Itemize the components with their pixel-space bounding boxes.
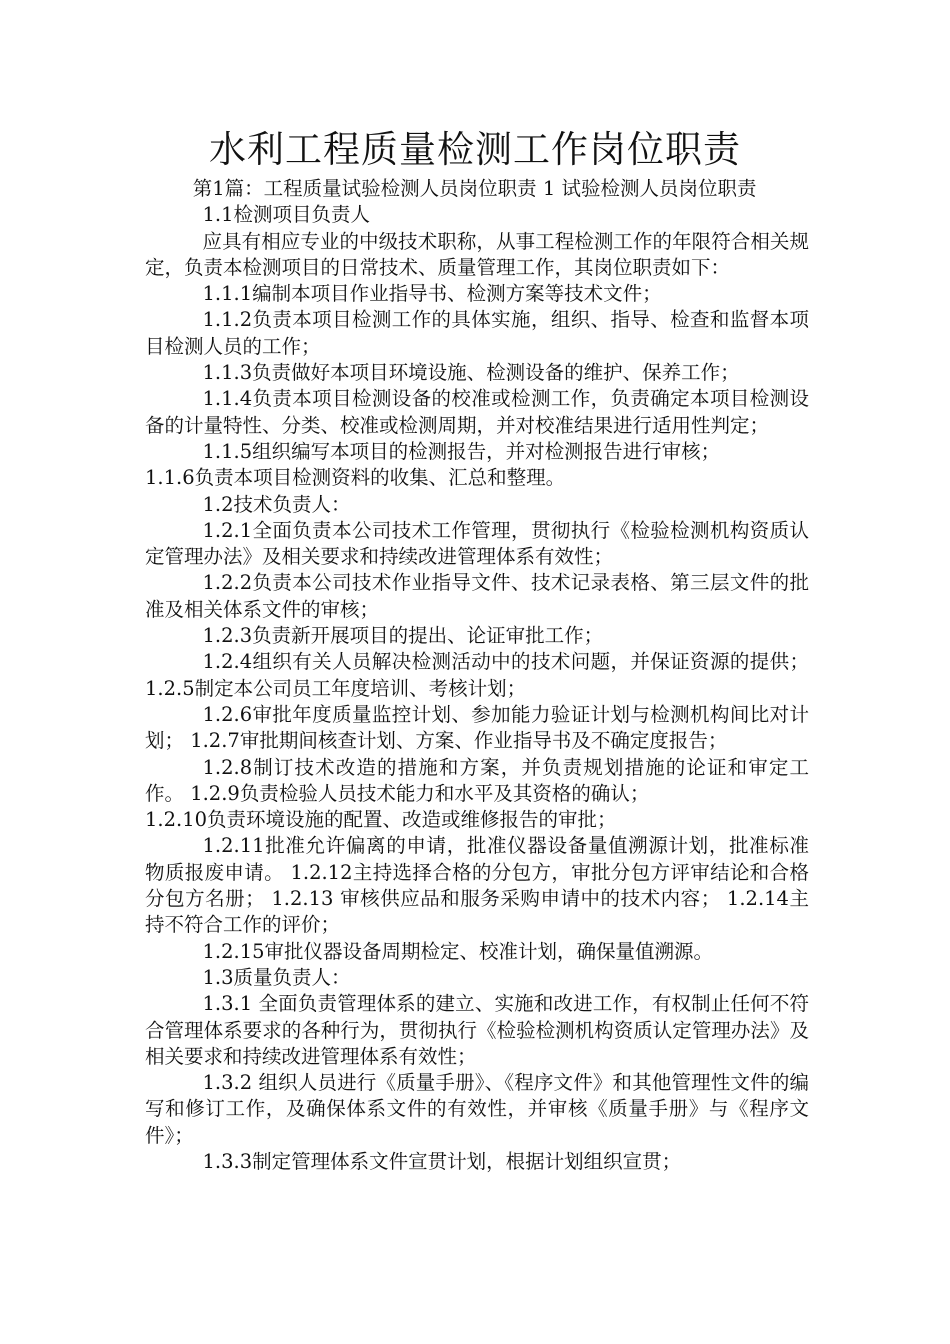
paragraph: 1.2.10负责环境设施的配置、改造或维修报告的审批； bbox=[145, 808, 617, 832]
document-title: 水利工程质量检测工作岗位职责 bbox=[209, 128, 741, 171]
paragraph: 1.1.2负责本项目检测工作的具体实施，组织、指导、检查和监督本项目检测人员的工作； bbox=[145, 308, 809, 358]
paragraph: 1.3.2 组织人员进行《质量手册》、《程序文件》和其他管理性文件的编写和修订工作，及确保体系文件的有效性，并审核《质量手册》与《程序文件》； bbox=[145, 1071, 809, 1147]
paragraph: 1.1检测项目负责人 bbox=[202, 203, 371, 227]
document-body bbox=[145, 176, 809, 1175]
paragraph: 1.1.3负责做好本项目环境设施、检测设备的维护、保养工作； bbox=[202, 361, 740, 385]
paragraph: 1.2.8制订技术改造的措施和方案，并负责规划措施的论证和审定工作。 1.2.9负责检验人员技术能力和水平及其资格的确认； bbox=[145, 755, 809, 805]
paragraph: 1.3.3制定管理体系文件宣贯计划，根据计划组织宣贯； bbox=[202, 1149, 682, 1173]
paragraph: 1.3.1 全面负责管理体系的建立、实施和改进工作，有权制止任何不符合管理体系要求的各种行为，贯彻执行《检验检测机构资质认定管理办法》及相关要求和持续改进管理体系有效性； bbox=[145, 992, 809, 1068]
paragraph: 1.2.11批准允许偏离的申请，批准仪器设备量值溯源计划，批准标准物质报废申请。 1.2.12主持选择合格的分包方，审批分包方评审结论和合格分包方名册； 1.2.13 审核供应品和服务采购申请中的技术内容； 1.2.14主持不符合工作的评价； bbox=[145, 834, 809, 937]
paragraph: 应具有相应专业的中级技术职称，从事工程检测工作的年限符合相关规定，负责本检测项目的日常技术、质量管理工作，其岗位职责如下： bbox=[145, 229, 809, 279]
paragraph: 1.3质量负责人： bbox=[202, 965, 351, 989]
paragraph: 1.2.2负责本公司技术作业指导文件、技术记录表格、第三层文件的批准及相关体系文件的审核； bbox=[145, 571, 809, 621]
paragraph: 1.2.3负责新开展项目的提出、论证审批工作； bbox=[202, 624, 604, 648]
paragraph: 1.1.4负责本项目检测设备的校准或检测工作，负责确定本项目检测设备的计量特性、分类、校准或检测周期，并对校准结果进行适用性判定； bbox=[145, 387, 809, 437]
paragraph: 1.2.6审批年度质量监控计划、参加能力验证计划与检测机构间比对计划； 1.2.7审批期间核查计划、方案、作业指导书及不确定度报告； bbox=[145, 702, 809, 753]
paragraph: 1.1.6负责本项目检测资料的收集、汇总和整理。 bbox=[145, 466, 566, 490]
paragraph: 1.2.15审批仪器设备周期检定、校准计划，确保量值溯源。 bbox=[202, 939, 714, 963]
paragraph: 1.1.1编制本项目作业指导书、检测方案等技术文件； bbox=[202, 282, 662, 306]
paragraph: 1.2.1全面负责本公司技术工作管理，贯彻执行《检验检测机构资质认定管理办法》及相关要求和持续改进管理体系有效性； bbox=[145, 518, 809, 569]
paragraph: 1.2技术负责人： bbox=[202, 492, 351, 516]
paragraph: 1.2.4组织有关人员解决检测活动中的技术问题，并保证资源的提供； 1.2.5制定本公司员工年度培训、考核计划； bbox=[145, 650, 809, 700]
paragraph: 1.1.5组织编写本项目的检测报告，并对检测报告进行审核； bbox=[202, 439, 721, 463]
paragraph: 第1篇：工程质量试验检测人员岗位职责 1 试验检测人员岗位职责 bbox=[192, 177, 757, 200]
